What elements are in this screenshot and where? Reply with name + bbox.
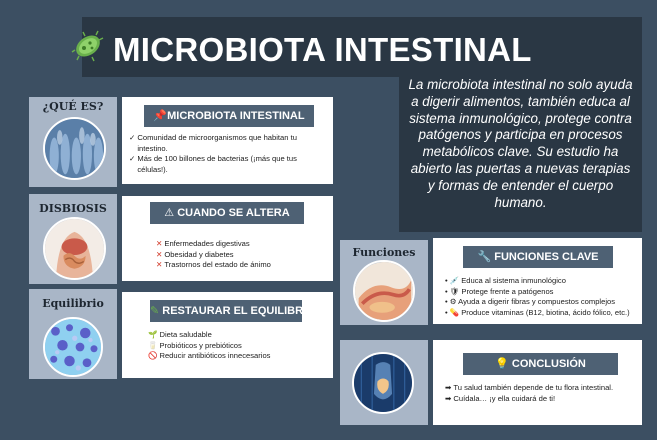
villi-image bbox=[43, 117, 106, 180]
pencil-icon: ✎ bbox=[150, 305, 160, 317]
card-body-conclusion bbox=[445, 383, 641, 404]
torso-image bbox=[43, 217, 106, 280]
card-disbiosis bbox=[122, 196, 333, 281]
list-item: 🥛 Probióticos y prebióticos bbox=[148, 340, 242, 350]
warning-icon: ⚠ bbox=[164, 207, 175, 219]
panel-disbiosis bbox=[29, 194, 117, 284]
card-body-equilibrio bbox=[148, 330, 328, 362]
list-item: 🌱 Dieta saludable bbox=[148, 330, 212, 339]
card-body-funciones bbox=[445, 276, 641, 318]
panel-title-disbiosis: DISBIOSIS bbox=[39, 202, 107, 215]
list-item: ✕ Obesidad y diabetes bbox=[156, 249, 234, 259]
card-que-es bbox=[122, 97, 333, 184]
intestine-image bbox=[353, 260, 415, 322]
list-item: ➡ Tu salud también depende de tu flora intestinal. bbox=[445, 383, 614, 392]
card-header-funciones: 🔧 FUNCIONES CLAVE bbox=[463, 246, 613, 268]
intro-text: La microbiota intestinal no solo ayuda a digerir alimentos, también educa al sistema inmunológico, protege contra patógenos y participa en procesos metabólicos clave. Su estudio ha abierto las puertas a nuevas terapias y formas de entender el cuerpo humano. bbox=[399, 74, 642, 232]
panel-conclusion bbox=[340, 340, 428, 425]
lightbulb-icon: 💡 bbox=[495, 358, 509, 370]
list-item: ➡ Cuídala… ¡y ella cuidará de ti! bbox=[445, 393, 556, 403]
panel-funciones bbox=[340, 240, 428, 325]
card-header-conclusion: 💡 CONCLUSIÓN bbox=[463, 353, 618, 375]
card-header-equilibrio: ✎ RESTAURAR EL EQUILIBRIO bbox=[150, 300, 302, 322]
panel-title-que-es: ¿QUÉ ES? bbox=[42, 100, 104, 113]
list-item: • 🛡 Protege frente a patógenos bbox=[445, 286, 554, 296]
list-item: ✕ Enfermedades digestivas bbox=[156, 239, 250, 248]
card-funciones bbox=[433, 238, 642, 324]
list-item: 🚫 Reducir antibióticos innecesarios bbox=[148, 351, 271, 360]
page-title: MICROBIOTA INTESTINAL bbox=[113, 31, 532, 68]
panel-equilibrio bbox=[29, 289, 117, 379]
panel-que-es bbox=[29, 97, 117, 187]
pushpin-icon: 📌 bbox=[153, 110, 168, 122]
list-item: • ⚙ Ayuda a digerir fibras y compuestos complejos bbox=[445, 297, 616, 306]
bacteria-image bbox=[43, 317, 103, 377]
list-item: • 💊 Produce vitaminas (B12, biotina, ácido fólico, etc.) bbox=[445, 307, 630, 317]
list-item: ✓ Más de 100 billones de bacterias (¡más que tus células!). bbox=[129, 154, 297, 174]
list-item: ✕ Trastornos del estado de ánimo bbox=[156, 260, 271, 269]
card-conclusion bbox=[433, 340, 642, 425]
gut-illustration-image bbox=[352, 352, 414, 414]
card-header-disbiosis: ⚠ CUANDO SE ALTERA bbox=[150, 202, 304, 224]
panel-title-funciones: Funciones bbox=[352, 246, 416, 259]
card-header-que-es: 📌MICROBIOTA INTESTINAL bbox=[144, 105, 314, 127]
list-item: ✓ Comunidad de microorganismos que habitan tu intestino. bbox=[129, 133, 297, 153]
card-body-que-es bbox=[129, 133, 329, 175]
wrench-icon: 🔧 bbox=[477, 251, 492, 263]
panel-title-equilibrio: Equilibrio bbox=[42, 297, 104, 310]
list-item: • 💉 Educa al sistema inmunológico bbox=[445, 276, 566, 285]
card-body-disbiosis bbox=[156, 239, 326, 271]
microbe-icon bbox=[70, 28, 106, 64]
card-equilibrio bbox=[122, 292, 333, 378]
